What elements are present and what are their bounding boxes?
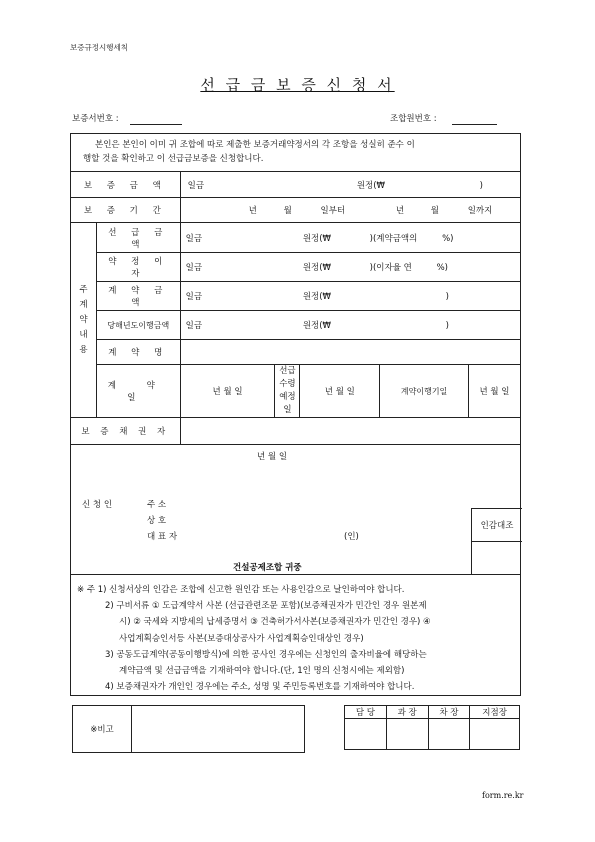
contract-date-label: 계 약 일 — [96, 365, 180, 418]
footer-site: form.re.kr — [482, 791, 524, 800]
applicant-section — [71, 445, 521, 575]
contract-deadline-field[interactable]: 년 월 일 — [469, 365, 521, 418]
remarks-box — [72, 705, 305, 753]
approval-manager-sign[interactable] — [386, 719, 428, 750]
intro-line-2: 행할 것을 확인하고 이 선급금보증을 신청합니다. — [83, 154, 264, 164]
guarantee-creditor-field[interactable] — [180, 418, 520, 445]
representative-label: 대 표 자 — [147, 532, 178, 542]
contract-date-field[interactable]: 년 월 일 — [180, 365, 275, 418]
addressee: 건설공제조합 귀중 — [233, 563, 302, 573]
regulation-label: 보증규정시행세칙 — [70, 43, 128, 52]
bond-number-field[interactable] — [130, 124, 182, 125]
page-title: 선 급 금 보 증 신 청 서 — [200, 76, 395, 94]
advance-amount-label: 선 급 금 액 — [96, 223, 180, 253]
seal-check-label: 인감대조 — [472, 509, 522, 542]
address-label: 주 소 — [147, 500, 167, 510]
approval-table — [344, 705, 520, 750]
note-line: 2) 구비서류 ① 도급계약서 사본 (선급관련조문 포함)(보증채권자가 민간인 경우 원본제 — [105, 601, 427, 612]
guarantee-period-label: 보 증 기 간 — [71, 198, 181, 223]
agreed-interest-field[interactable]: 일금 원정(₩ )(이자율 연 %) — [180, 253, 520, 282]
member-number-label: 조합원번호 : — [390, 114, 437, 124]
guarantee-creditor-label: 보 증 채 권 자 — [71, 418, 181, 445]
note-line: 계약금액 및 선급금액을 기재하여야 합니다.(단, 1인 명의 신청시에는 제외함) — [119, 666, 405, 677]
application-form-table — [70, 133, 521, 696]
approval-branch-head-label: 지점장 — [470, 706, 520, 719]
intro-line-1: 본인은 본인이 이미 귀 조합에 따로 제출한 보증거래약정서의 각 조항을 성실히 준수 이 — [95, 140, 415, 150]
contract-deadline-label: 계약이행기일 — [380, 365, 469, 418]
yearly-performance-field[interactable]: 일금 원정(₩ ) — [180, 311, 520, 340]
guarantee-amount-field[interactable]: 일금 원정(₩ ) — [180, 172, 520, 198]
agreed-interest-label: 약 정 이 자 — [96, 253, 180, 282]
contract-amount-label: 계 약 금 액 — [96, 282, 180, 311]
seal-check-box — [471, 508, 522, 575]
approval-manager-label: 과 장 — [386, 706, 428, 719]
member-number-field[interactable] — [452, 124, 497, 125]
notes-section — [71, 575, 521, 696]
seal-mark: (인) — [344, 532, 359, 542]
firm-name-label: 상 호 — [147, 516, 167, 526]
applicant-role-label: 신 청 인 — [82, 500, 113, 510]
approval-deputy-label: 차 장 — [428, 706, 470, 719]
main-contract-side-label: 주 계 약 내 용 — [71, 223, 97, 418]
approval-branch-head-sign[interactable] — [470, 719, 520, 750]
approval-deputy-sign[interactable] — [428, 719, 470, 750]
guarantee-period-field[interactable]: 년 월 일부터 년 월 일까지 — [180, 198, 520, 223]
approval-staff-label: 담 당 — [345, 706, 387, 719]
bond-number-label: 보증서번호 : — [72, 114, 119, 124]
advance-receipt-label: 선급수령 예정일 — [275, 365, 300, 418]
guarantee-amount-label: 보 증 금 액 — [71, 172, 181, 198]
approval-staff-sign[interactable] — [345, 719, 387, 750]
contract-name-field[interactable] — [180, 340, 520, 365]
yearly-performance-label: 당해년도이행금액 — [96, 311, 180, 340]
note-line: ※ 주 1) 신청서상의 인감은 조합에 신고한 원인감 또는 사용인감으로 날인하여야 합니다. — [77, 585, 405, 595]
contract-name-label: 계 약 명 — [96, 340, 180, 365]
note-line: 4) 보증채권자가 개인인 경우에는 주소, 성명 및 주민등록번호를 기재하여야 합니다. — [105, 682, 415, 693]
contract-amount-field[interactable]: 일금 원정(₩ ) — [180, 282, 520, 311]
application-date[interactable]: 년 월 일 — [257, 452, 288, 462]
remarks-label: ※비고 — [73, 706, 132, 752]
advance-amount-field[interactable]: 일금 원정(₩ )(계약금액의 %) — [180, 223, 520, 253]
remarks-field[interactable] — [132, 706, 304, 752]
advance-receipt-date-field[interactable]: 년 월 일 — [300, 365, 380, 418]
note-line: 사업계획승인서등 사본(보증대상공사가 사업계획승인대상인 경우) — [119, 633, 364, 644]
note-line: 3) 공동도급계약(공동이행방식)에 의한 공사인 경우에는 신청인의 출자비율에 해당하는 — [105, 649, 427, 660]
note-line: 시) ② 국세와 지방세의 납세증명서 ③ 건축허가서사본(보증채권자가 민간인 경우) ④ — [119, 617, 431, 628]
intro-paragraph — [71, 134, 521, 172]
